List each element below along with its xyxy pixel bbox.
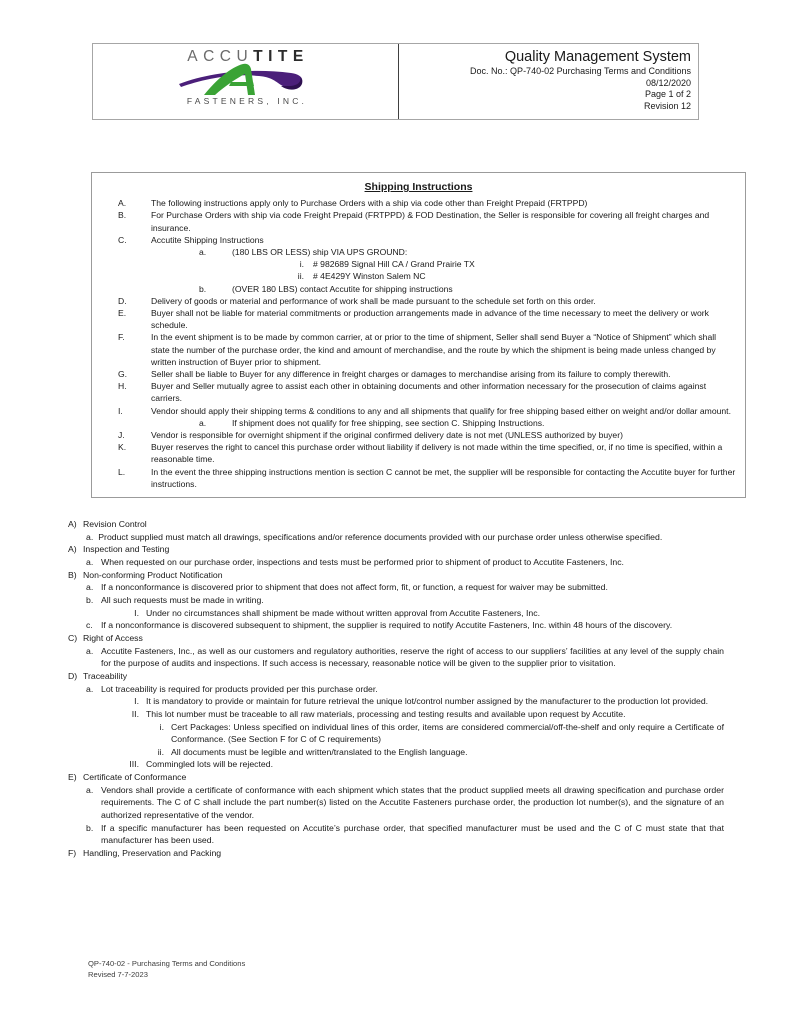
list-marker: F. [118, 332, 125, 343]
clause-item [68, 708, 724, 721]
list-item-text: Accutite Shipping Instructions [151, 234, 264, 245]
list-marker: B) [68, 569, 77, 580]
shipping-instruction-item [100, 417, 737, 429]
clause-text: Commingled lots will be rejected. [146, 759, 273, 770]
clause-text: All such requests must be made in writing. [101, 594, 264, 605]
list-marker: b. [199, 283, 207, 294]
list-marker: c. [86, 620, 93, 631]
list-item-text: (180 LBS OR LESS) ship VIA UPS GROUND: [232, 246, 408, 257]
list-marker: D. [118, 295, 127, 306]
list-item-text: Buyer shall not be liable for material commitments or production arrangements made in advance of the time necessary to meet the delivery or work schedule. [151, 307, 709, 331]
clause-item [68, 758, 724, 771]
list-marker: a. [86, 531, 94, 542]
list-item-text: # 982689 Signal Hill CA / Grand Prairie TX [313, 259, 475, 270]
wordmark-dark-part: TITE [253, 48, 309, 65]
clause-item [68, 695, 724, 708]
list-item-text: Buyer and Seller mutually agree to assist each other in obtaining documents and other information necessary for the prosecution of claims against carriers. [151, 381, 707, 404]
clause-item [68, 645, 724, 670]
list-marker: A) [68, 544, 77, 555]
shipping-instructions-title: Shipping Instructions [364, 181, 473, 193]
list-item-text: In the event shipment is to be made by common carrier, at or prior to the time of shipment, Seller shall send Buyer a “Notice of Shipment” which shall state the number of the purchase order, the kind and amount of merchandise, and the route by which the shipment is being made unless changed by written instruction of Buyer prior to shipment. [151, 332, 717, 367]
clause-item [68, 607, 724, 620]
clause-text: Product supplied must match all drawings, specifications and/or reference documents provided with our purchase order unless otherwise specified. [98, 531, 663, 542]
clause-item [68, 683, 724, 696]
list-item-text: Delivery of goods or material and performance of work shall be made pursuant to the schedule set forth on this order. [151, 295, 596, 306]
list-item-text: If shipment does not qualify for free shipping, see section C. Shipping Instructions. [232, 417, 545, 428]
list-marker: a. [86, 556, 94, 567]
header-logo-cell [93, 44, 399, 119]
shipping-instruction-item [100, 270, 737, 282]
shipping-instruction-item [100, 246, 737, 258]
list-marker: E) [68, 772, 77, 783]
doc-revision: Revision 12 [643, 100, 691, 111]
shipping-instructions-box [91, 172, 746, 498]
list-marker: A. [118, 198, 127, 209]
list-marker: C) [68, 632, 78, 643]
section-heading [68, 543, 724, 556]
list-marker: K. [118, 442, 127, 453]
shipping-instruction-item [100, 405, 737, 417]
shipping-instruction-item [100, 466, 737, 490]
list-item-text: Vendor is responsible for overnight shipment if the original confirmed delivery date is not met (UNLESS authorized by buyer) [151, 429, 623, 440]
list-marker: H. [118, 381, 127, 392]
list-marker: L. [118, 466, 126, 477]
clause-text: Under no circumstances shall shipment be made without written approval from Accutite Fasteners, Inc. [146, 607, 541, 618]
list-marker: F) [68, 848, 77, 859]
header-info-cell [399, 44, 698, 119]
list-marker: II. [131, 708, 139, 719]
list-marker: I. [134, 607, 139, 618]
list-marker: J. [118, 429, 125, 440]
clause-text: All documents must be legible and written/translated to the English language. [171, 746, 468, 757]
document-header-table [92, 43, 699, 120]
list-item-text: Seller shall be liable to Buyer for any difference in freight charges or damages to merchandise arising from its failure to comply therewith. [151, 368, 671, 379]
shipping-instruction-item [100, 234, 737, 246]
list-marker: a. [199, 417, 207, 428]
clause-item [68, 556, 724, 569]
clause-text: Vendors shall provide a certificate of conformance with each shipment which states that the product supplied meets all drawing specification and purchase order requirements. The C of C shall include the part number(s) listed on the Accutite Fasteners purchase order, the production lot number(s), and the signature of an authorized representative of the vendor. [101, 784, 724, 821]
list-marker: I. [134, 696, 139, 707]
list-marker: A) [68, 519, 77, 529]
clause-text: When requested on our purchase order, inspections and tests must be performed prior to shipment of product to Accutite Fasteners, Inc. [101, 556, 624, 567]
shipping-instruction-item [100, 258, 737, 270]
clause-item [68, 784, 724, 822]
clause-text: If a specific manufacturer has been requested on Accutite’s purchase order, that specified manufacturer must be used and the C of C must state that that manufacturer has been used. [101, 822, 724, 846]
list-marker: i. [159, 721, 164, 732]
list-marker: ii. [157, 746, 164, 757]
shipping-instruction-item [100, 441, 737, 465]
clause-text: Accutite Fasteners, Inc., as well as our customers and regulatory authorities, reserve the right of access to our suppliers’ facilities at any level of the supply chain for the purpose of audits and inspections. If such access is necessary, reasonable notice will be given to the supplier prior to visitation. [101, 645, 724, 669]
clause-item [68, 721, 724, 746]
section-heading-text: Non-conforming Product Notification [83, 569, 223, 580]
list-marker: a. [86, 582, 94, 593]
list-marker: C. [118, 234, 127, 245]
list-item-text: The following instructions apply only to Purchase Orders with a ship via code other than Freight Prepaid (FRTPPD) [151, 198, 588, 209]
terms-and-conditions-body [68, 518, 724, 860]
clause-text: Lot traceability is required for products provided per this purchase order. [101, 683, 378, 694]
footer-revised-date: Revised 7-7-2023 [88, 970, 148, 980]
list-marker: b. [86, 594, 94, 605]
shipping-instruction-item [100, 307, 737, 331]
shipping-instruction-item [100, 283, 737, 295]
list-marker: a. [199, 246, 207, 257]
company-subwordmark: FASTENERS, INC. [186, 95, 308, 106]
clause-item [68, 822, 724, 847]
section-heading-text: Right of Access [83, 632, 143, 643]
clause-text: If a nonconformance is discovered subsequent to shipment, the supplier is required to notify Accutite Fasteners, Inc. within 48 hours of the discovery. [101, 620, 673, 631]
list-marker: D) [68, 670, 78, 681]
list-marker: ii. [297, 271, 304, 282]
qms-title: Quality Management System [504, 49, 691, 65]
section-heading [68, 518, 724, 531]
shipping-instructions-list [100, 197, 737, 490]
clause-text: This lot number must be traceable to all raw materials, processing and testing results and available upon request by Accutite. [146, 708, 626, 719]
section-heading [68, 847, 724, 860]
section-heading-text: Handling, Preservation and Packing [83, 848, 222, 859]
section-heading-text: Traceability [83, 670, 128, 681]
clause-text: If a nonconformance is discovered prior to shipment that does not affect form, fit, or function, a request for waiver may be submitted. [101, 582, 608, 593]
clause-item [68, 746, 724, 759]
list-item-text: Buyer reserves the right to cancel this purchase order without liability if delivery is not made within the time specified, or, if no time is specified, within a reasonable time. [151, 442, 723, 465]
shipping-instruction-item [100, 331, 737, 368]
list-item-text: (OVER 180 LBS) contact Accutite for shipping instructions [232, 283, 453, 294]
list-marker: b. [86, 822, 94, 833]
accutite-swoosh-logo-icon [171, 62, 321, 98]
wordmark-light-part: ACCU [187, 48, 254, 65]
document-footer [88, 958, 245, 981]
shipping-instruction-item [100, 380, 737, 404]
shipping-instruction-item [100, 429, 737, 441]
section-heading-text: Inspection and Testing [83, 544, 170, 555]
list-marker: G. [118, 368, 128, 379]
list-marker: i. [299, 259, 304, 270]
list-marker: a. [86, 645, 94, 656]
shipping-instruction-item [100, 197, 737, 209]
section-heading-text: Certificate of Conformance [83, 772, 187, 783]
list-marker: a. [86, 784, 94, 795]
doc-number: Doc. No.: QP-740-02 Purchasing Terms and Conditions [470, 66, 691, 77]
list-item-text: Vendor should apply their shipping terms & conditions to any and all shipments that qualify for free shipping based either on weight and/or dollar amount. [151, 405, 731, 416]
clause-item [68, 581, 724, 594]
footer-doc-id: QP-740-02 - Purchasing Terms and Conditions [88, 959, 246, 968]
list-item-text: # 4E429Y Winston Salem NC [313, 271, 426, 282]
list-marker: I. [118, 405, 123, 416]
clause-text: It is mandatory to provide or maintain for future retrieval the unique lot/control number assigned by the manufacturer to the production lot provided. [146, 696, 709, 707]
clause-text: Cert Packages: Unless specified on individual lines of this order, items are considered commercial/off-the-shelf and only require a Certificate of Conformance. (See Section F for C of C requirements) [171, 721, 724, 745]
list-item-text: For Purchase Orders with ship via code Freight Prepaid (FRTPPD) & FOD Destination, the Seller is responsible for covering all freight charges and insurance. [151, 210, 710, 233]
list-marker: E. [118, 307, 127, 318]
section-heading-text: Revision Control [83, 519, 147, 529]
page-number: Page 1 of 2 [644, 89, 691, 100]
section-heading [68, 771, 724, 784]
shipping-instruction-item [100, 209, 737, 233]
clause-item [68, 531, 724, 544]
section-heading [68, 632, 724, 645]
clause-item [68, 619, 724, 632]
list-item-text: In the event the three shipping instructions mention is section C cannot be met, the supplier will be responsible for contacting the Accutite buyer for further instructions. [151, 466, 736, 489]
doc-date: 08/12/2020 [645, 77, 691, 88]
list-marker: a. [86, 683, 94, 694]
clause-item [68, 594, 724, 607]
section-heading [68, 569, 724, 582]
shipping-instruction-item [100, 295, 737, 307]
list-marker: III. [129, 759, 139, 770]
list-marker: B. [118, 210, 127, 221]
shipping-instruction-item [100, 368, 737, 380]
section-heading [68, 670, 724, 683]
